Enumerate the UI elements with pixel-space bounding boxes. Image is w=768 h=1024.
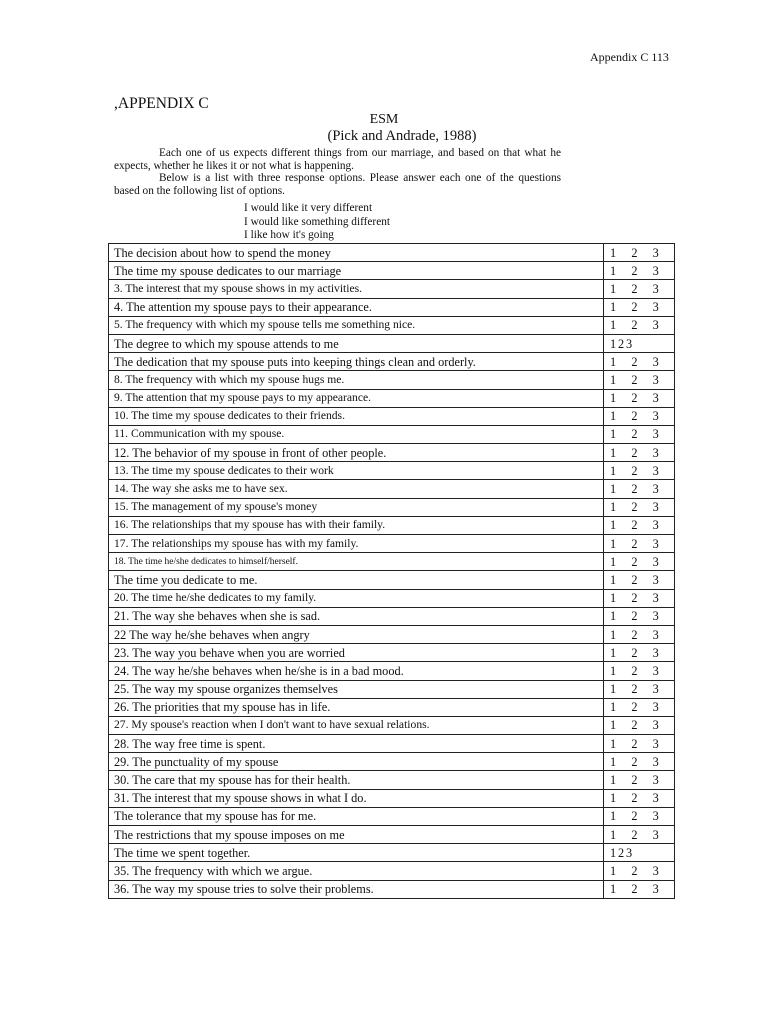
item-text: 11. Communication with my spouse. [109,425,604,443]
item-text: The restrictions that my spouse imposes on me [109,826,604,844]
scale-option-2: 2 [631,627,638,642]
scale-option-1: 1 [610,536,617,551]
item-text: 35. The frequency with which we argue. [109,862,604,880]
table-row [109,826,675,844]
scale-option-2: 2 [631,391,638,406]
scale-option-2: 2 [631,500,638,515]
table-row [109,425,675,443]
response-scale [604,535,675,553]
table-row [109,771,675,789]
scale-option-3: 3 [652,518,659,533]
item-text: 10. The time my spouse dedicates to their friends. [109,407,604,425]
option-something-different: I would like something different [244,215,390,228]
table-row [109,625,675,643]
scale-option-2: 2 [631,773,638,788]
scale-option-2: 2 [631,718,638,733]
scale-option-1: 1 [610,609,617,624]
scale-option-3: 3 [652,773,659,788]
item-text: 16. The relationships that my spouse has with their family. [109,516,604,534]
response-scale [604,753,675,771]
scale-option-1: 1 [610,591,617,606]
item-text: The time my spouse dedicates to our marriage [109,262,604,280]
scale-option-1: 1 [610,445,617,460]
scale-option-2: 2 [631,463,638,478]
table-row [109,535,675,553]
item-text: The dedication that my spouse puts into keeping things clean and orderly. [109,353,604,371]
response-scale [604,316,675,334]
table-row [109,498,675,516]
scale-option-3: 3 [626,845,633,860]
scale-option-1: 1 [610,409,617,424]
item-text: 36. The way my spouse tries to solve their problems. [109,880,604,898]
response-scale [604,680,675,698]
table-row [109,262,675,280]
scale-option-3: 3 [652,409,659,424]
scale-option-3: 3 [652,372,659,387]
scale-option-1: 1 [610,318,617,333]
scale-option-2: 2 [631,245,638,260]
response-scale [604,735,675,753]
table-row [109,407,675,425]
scale-option-3: 3 [652,300,659,315]
scale-option-1: 1 [610,791,617,806]
scale-option-2: 2 [631,827,638,842]
table-row [109,444,675,462]
table-row [109,844,675,862]
scale-option-2: 2 [631,427,638,442]
scale-option-3: 3 [652,354,659,369]
item-text: 24. The way he/she behaves when he/she is in a bad mood. [109,662,604,680]
table-row [109,353,675,371]
response-scale [604,662,675,680]
scale-option-3: 3 [652,791,659,806]
scale-option-2: 2 [631,518,638,533]
scale-option-3: 3 [652,536,659,551]
scale-option-2: 2 [631,281,638,296]
table-row [109,516,675,534]
response-scale [604,389,675,407]
table-row [109,607,675,625]
scale-option-1: 1 [610,827,617,842]
scale-option-1: 1 [610,645,617,660]
scale-option-3: 3 [652,700,659,715]
scale-option-3: 3 [652,391,659,406]
scale-option-1: 1 [610,773,617,788]
scale-option-3: 3 [652,736,659,751]
scale-option-3: 3 [652,609,659,624]
scale-option-2: 2 [631,609,638,624]
item-text: 31. The interest that my spouse shows in what I do. [109,789,604,807]
scale-option-3: 3 [652,682,659,697]
instructions-paragraph-1: Each one of us expects different things from our marriage, and based on that what he expects, whether he likes it or not what is happening. [114,147,561,172]
response-scale [604,516,675,534]
response-scale [604,353,675,371]
scale-option-1: 1 [610,263,617,278]
response-scale [604,553,675,571]
response-scale [604,716,675,734]
response-scale [604,244,675,262]
scale-option-1: 1 [610,391,617,406]
item-text: The tolerance that my spouse has for me. [109,807,604,825]
response-scale [604,862,675,880]
scale-option-3: 3 [652,500,659,515]
table-row [109,334,675,352]
table-row [109,680,675,698]
scale-option-2: 2 [631,700,638,715]
scale-option-2: 2 [631,300,638,315]
table-row [109,662,675,680]
item-text: 15. The management of my spouse's money [109,498,604,516]
scale-option-3: 3 [652,627,659,642]
table-row [109,735,675,753]
scale-option-3: 3 [652,663,659,678]
item-text: 9. The attention that my spouse pays to my appearance. [109,389,604,407]
table-row [109,807,675,825]
scale-option-1: 1 [610,754,617,769]
scale-option-3: 3 [652,427,659,442]
response-scale [604,826,675,844]
scale-option-2: 2 [631,863,638,878]
item-text: 18. The time he/she dedicates to himself/herself. [109,553,604,571]
response-scale [604,462,675,480]
scale-option-2: 2 [631,409,638,424]
scale-option-1: 1 [610,627,617,642]
response-scale [604,334,675,352]
item-text: The time we spent together. [109,844,604,862]
esm-title: ESM [369,112,399,127]
response-scale [604,498,675,516]
scale-option-1: 1 [610,882,617,897]
scale-option-1: 1 [610,300,617,315]
table-row [109,698,675,716]
scale-option-1: 1 [610,845,617,860]
scale-option-2: 2 [618,845,625,860]
scale-option-3: 3 [652,281,659,296]
esm-questionnaire-table [108,243,675,899]
scale-option-2: 2 [631,372,638,387]
item-text: 3. The interest that my spouse shows in my activities. [109,280,604,298]
scale-option-2: 2 [618,336,625,351]
scale-option-3: 3 [652,554,659,569]
item-text: The degree to which my spouse attends to me [109,334,604,352]
scale-option-1: 1 [610,281,617,296]
response-scale [604,807,675,825]
table-row [109,298,675,316]
scale-option-1: 1 [610,518,617,533]
scale-option-3: 3 [652,827,659,842]
scale-option-1: 1 [610,736,617,751]
table-row [109,553,675,571]
table-row [109,589,675,607]
response-scale [604,698,675,716]
response-scale [604,771,675,789]
scale-option-3: 3 [652,754,659,769]
scale-option-2: 2 [631,445,638,460]
scale-option-1: 1 [610,700,617,715]
item-text: 8. The frequency with which my spouse hugs me. [109,371,604,389]
table-row [109,480,675,498]
response-scale [604,262,675,280]
scale-option-2: 2 [631,663,638,678]
scale-option-1: 1 [610,718,617,733]
scale-option-3: 3 [652,318,659,333]
scale-option-3: 3 [652,863,659,878]
table-row [109,644,675,662]
item-text: 25. The way my spouse organizes themselves [109,680,604,698]
scale-option-2: 2 [631,736,638,751]
scale-option-3: 3 [652,445,659,460]
scale-option-3: 3 [652,463,659,478]
scale-option-1: 1 [610,427,617,442]
table-row [109,753,675,771]
scale-option-1: 1 [610,463,617,478]
item-text: 30. The care that my spouse has for their health. [109,771,604,789]
scale-option-3: 3 [652,591,659,606]
item-text: The decision about how to spend the money [109,244,604,262]
response-scale [604,280,675,298]
response-scale [604,571,675,589]
response-scale [604,789,675,807]
option-very-different: I would like it very different [244,202,373,214]
scale-option-2: 2 [631,791,638,806]
item-text: 22 The way he/she behaves when angry [109,625,604,643]
table-row [109,716,675,734]
response-scale [604,444,675,462]
scale-option-1: 1 [610,372,617,387]
response-scale [604,844,675,862]
response-scale [604,480,675,498]
item-text: 5. The frequency with which my spouse tells me something nice. [109,316,604,334]
scale-option-1: 1 [610,809,617,824]
response-scale [604,589,675,607]
scale-option-1: 1 [610,682,617,697]
response-options [244,202,390,243]
table-row [109,280,675,298]
scale-option-2: 2 [631,645,638,660]
scale-option-2: 2 [631,354,638,369]
response-scale [604,371,675,389]
scale-option-3: 3 [652,245,659,260]
table-row [109,371,675,389]
scale-option-3: 3 [652,718,659,733]
scale-option-3: 3 [652,572,659,587]
item-text: 13. The time my spouse dedicates to their work [109,462,604,480]
item-text: 28. The way free time is spent. [109,735,604,753]
item-text: 14. The way she asks me to have sex. [109,480,604,498]
item-text: 26. The priorities that my spouse has in life. [109,698,604,716]
table-row [109,389,675,407]
scale-option-1: 1 [610,863,617,878]
scale-option-2: 2 [631,591,638,606]
scale-option-2: 2 [631,482,638,497]
item-text: 12. The behavior of my spouse in front of other people. [109,444,604,462]
appendix-title: ,APPENDIX C [114,95,209,112]
scale-option-2: 2 [631,809,638,824]
page-header: Appendix C 113 [590,50,669,64]
table-row [109,789,675,807]
response-scale [604,644,675,662]
scale-option-3: 3 [652,645,659,660]
table-row [109,862,675,880]
option-like-how-going: I like how it's going [244,229,334,241]
scale-option-2: 2 [631,882,638,897]
scale-option-1: 1 [610,554,617,569]
scale-option-2: 2 [631,754,638,769]
table-row [109,571,675,589]
citation: (Pick and Andrade, 1988) [327,128,477,144]
response-scale [604,880,675,898]
scale-option-1: 1 [610,482,617,497]
response-scale [604,625,675,643]
instructions-paragraph-2: Below is a list with three response options. Please answer each one of the questions based on the following list of options. [114,172,561,197]
response-scale [604,407,675,425]
scale-option-2: 2 [631,554,638,569]
item-text: 17. The relationships my spouse has with my family. [109,535,604,553]
instructions [114,147,561,197]
scale-option-1: 1 [610,663,617,678]
scale-option-1: 1 [610,336,617,351]
table-row [109,316,675,334]
table-row [109,880,675,898]
item-text: 29. The punctuality of my spouse [109,753,604,771]
scale-option-3: 3 [652,263,659,278]
scale-option-3: 3 [652,809,659,824]
scale-option-2: 2 [631,536,638,551]
scale-option-1: 1 [610,500,617,515]
table-row [109,244,675,262]
item-text: 4. The attention my spouse pays to their appearance. [109,298,604,316]
scale-option-3: 3 [626,336,633,351]
item-text: The time you dedicate to me. [109,571,604,589]
scale-option-2: 2 [631,263,638,278]
scale-option-1: 1 [610,245,617,260]
item-text: 23. The way you behave when you are worried [109,644,604,662]
scale-option-2: 2 [631,682,638,697]
response-scale [604,607,675,625]
response-scale [604,298,675,316]
scale-option-3: 3 [652,882,659,897]
scale-option-2: 2 [631,572,638,587]
response-scale [604,425,675,443]
item-text: 21. The way she behaves when she is sad. [109,607,604,625]
scale-option-2: 2 [631,318,638,333]
scale-option-1: 1 [610,354,617,369]
scale-option-1: 1 [610,572,617,587]
scale-option-3: 3 [652,482,659,497]
table-row [109,462,675,480]
item-text: 20. The time he/she dedicates to my family. [109,589,604,607]
item-text: 27. My spouse's reaction when I don't want to have sexual relations. [109,716,604,734]
